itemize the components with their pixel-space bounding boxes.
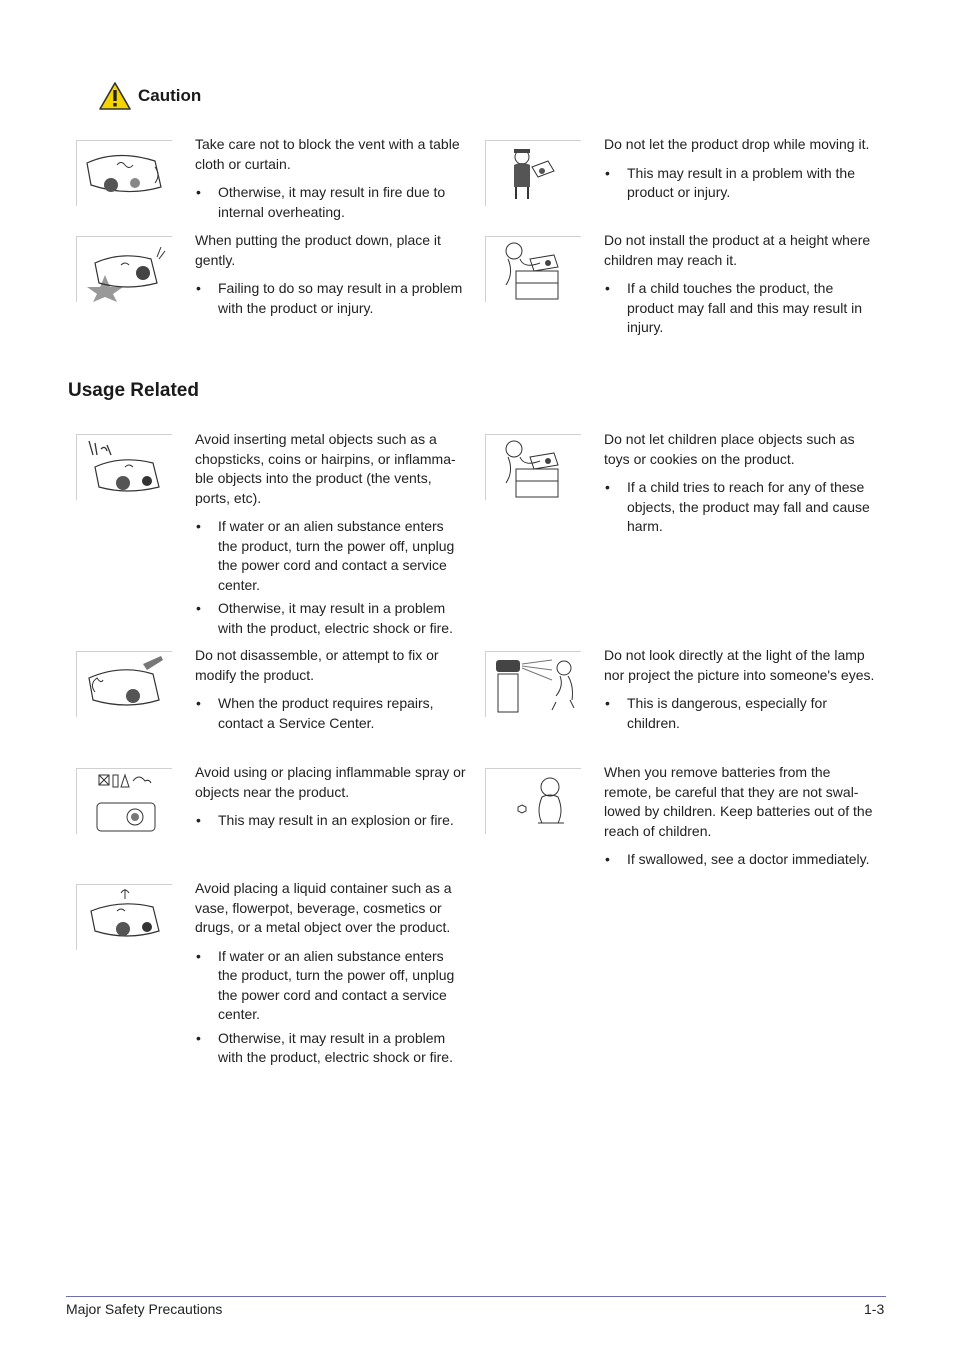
usage-related-heading: Usage Related bbox=[68, 380, 199, 401]
bullet: • Failing to do so may result in a problem with the product or injury. bbox=[195, 279, 467, 318]
metal-objects-projector-illustration bbox=[76, 434, 172, 500]
baby-battery-illustration bbox=[485, 768, 581, 834]
bullet: • If a child tries to reach for any of these objects, the product may fall and cause harm. bbox=[604, 478, 876, 537]
child-placing-objects-illustration bbox=[485, 434, 581, 500]
bullet: • This is dangerous, especially for children. bbox=[604, 694, 876, 733]
bullet: • When the product requires repairs, contact a Service Center. bbox=[195, 694, 467, 733]
item-u6: When you remove batteries from the remote, be careful that they are not swal-lowed by children. Keep batteries out of the reach of children. • If swallowed, see a doctor immediately. bbox=[604, 763, 876, 874]
bullet: • Otherwise, it may result in a problem with the product, electric shock or fire. bbox=[195, 1029, 467, 1068]
flammable-spray-projector-illustration bbox=[76, 768, 172, 834]
bullet: • This may result in an explosion or fire. bbox=[195, 811, 467, 831]
warning-icon bbox=[98, 81, 132, 111]
item-c4: Do not install the product at a height where children may reach it. • If a child touches the product, the product may fall and this may result in injury. bbox=[604, 231, 876, 342]
caution-label: Caution bbox=[138, 86, 202, 105]
page-number: 1-3 bbox=[864, 1301, 885, 1317]
projector-dropped-illustration bbox=[76, 236, 172, 302]
bullet: • Otherwise, it may result in a problem with the product, electric shock or fire. bbox=[195, 599, 467, 638]
item-u5: Avoid using or placing inflammable spray or objects near the product. • This may result in an explosion or fire. bbox=[195, 763, 467, 835]
item-u2: Do not let children place objects such as toys or cookies on the product. • If a child tries to reach for any of these objects, the product may fall and cause harm. bbox=[604, 430, 876, 541]
item-c1: Take care not to block the vent with a table cloth or curtain. • Otherwise, it may result in fire due to internal overheating. bbox=[195, 135, 467, 226]
item-c2: Do not let the product drop while moving it. • This may result in a problem with the product or injury. bbox=[604, 135, 876, 207]
child-reaching-projector-illustration bbox=[485, 236, 581, 302]
bullet: • If a child touches the product, the product may fall and this may result in injury. bbox=[604, 279, 876, 338]
bullet: • This may result in a problem with the product or injury. bbox=[604, 164, 876, 203]
disassemble-projector-illustration bbox=[76, 651, 172, 717]
item-u7: Avoid placing a liquid container such as a vase, flowerpot, beverage, cosmetics or drugs, or a metal object over the product. • If water or an alien substance enters the product, turn the power off, unplug the power cord and contact a service center. • Otherwise, it may result in a problem with the product, electric shock or fire. bbox=[195, 879, 467, 1072]
item-u4: Do not look directly at the light of the lamp nor project the picture into someone's eyes. • This is dangerous, especially for children. bbox=[604, 646, 876, 737]
footer-section-title: Major Safety Precautions bbox=[66, 1301, 223, 1317]
bullet: • If swallowed, see a doctor immediately. bbox=[604, 850, 876, 870]
bullet: • Otherwise, it may result in fire due to internal overheating. bbox=[195, 183, 467, 222]
person-carrying-projector-illustration bbox=[485, 140, 581, 206]
bullet: • If water or an alien substance enters the product, turn the power off, unplug the power cord and contact a service center. bbox=[195, 517, 467, 595]
item-u3: Do not disassemble, or attempt to fix or modify the product. • When the product requires repairs, contact a Service Center. bbox=[195, 646, 467, 737]
footer-divider bbox=[66, 1296, 886, 1297]
bullet: • If water or an alien substance enters the product, turn the power off, unplug the power cord and contact a service center. bbox=[195, 947, 467, 1025]
item-c3: When putting the product down, place it gently. • Failing to do so may result in a problem with the product or injury. bbox=[195, 231, 467, 322]
caution-heading bbox=[98, 80, 201, 112]
projector-cloth-illustration bbox=[76, 140, 172, 206]
lamp-light-child-illustration bbox=[485, 651, 581, 717]
liquid-container-projector-illustration bbox=[76, 884, 172, 950]
item-u1: Avoid inserting metal objects such as a chopsticks, coins or hairpins, or inflamma-ble objects into the product (the vents, ports, etc). • If water or an alien substance enters the product, turn the power off, unplug the power cord and contact a service center. • Otherwise, it may result in a problem with the product, electric shock or fire. bbox=[195, 430, 467, 642]
